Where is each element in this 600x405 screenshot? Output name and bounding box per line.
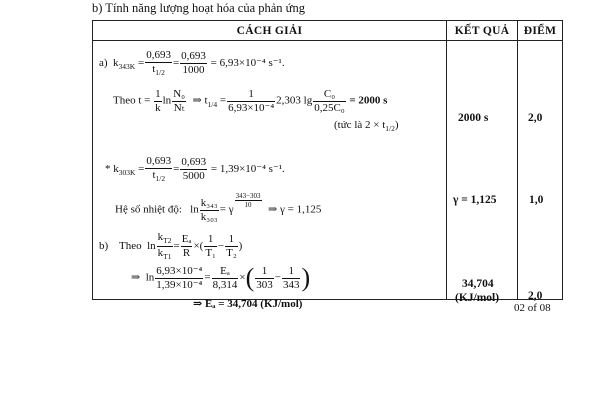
fraction-numerator: C₀ [313,88,345,102]
fraction-denominator: 343 [282,278,300,291]
k303-equation: * $k_{303K}$ = $\frac{0,693}{t_{1/2}}$ = $\frac{0,693}{5000}$ = 1,39×10⁻⁴ s⁻¹. [105,155,285,183]
equals-sign: = [173,239,180,252]
table-body-row [93,41,563,300]
k343-subscript: 343K [118,61,136,71]
section-heading: b) Tính năng lượng hoạt hóa của phản ứng [92,1,305,15]
half-subscript: 1/2 [155,67,165,77]
fraction-denominator: 1,39×10⁻⁴ [156,278,203,291]
fraction-denominator: R [182,246,191,259]
fraction-numerator: N₀ [173,88,185,100]
fraction-denominator: k₃₀₃ [200,210,218,223]
t2-subscript: T2 [163,236,172,246]
result-cell [447,41,518,304]
fraction-numerator: 0,693 [146,49,171,61]
fraction-denominator: 10 [244,201,252,210]
star-marker: * [105,162,111,175]
times-open: ×( [193,239,204,252]
fraction-numerator: Eₐ [212,265,239,279]
numeric-equation: ⇒ ln $\frac{\text{6,93×10⁻⁴}}{\text{1,39×10⁻⁴}}$ = $\frac{\text{Eₐ}}{8,314}$ ×( $\frac{1}{303}$ − $\frac{1}{343}$ ) [131,263,311,293]
k303-value: = 1,39×10⁻⁴ s⁻¹. [210,162,285,175]
fraction-numerator: 1 [282,265,301,279]
time-result: = 2000 s [349,94,388,107]
fraction-numerator: 343−303 [235,192,261,201]
fraction-numerator: 1 [255,265,274,279]
fraction-denominator: 6,93×10⁻⁴ [228,101,275,114]
table-header-row [93,21,563,41]
k303-subscript: 303K [118,167,136,177]
fraction [282,265,301,291]
fraction-numerator: 6,93×10⁻⁴ [156,265,203,277]
points-cell [518,41,563,300]
fraction-denominator: k [155,101,161,114]
arrhenius-equation [99,231,242,262]
t1-subscript: T1 [163,252,172,261]
points-b: 2,0 [528,290,543,302]
t-symbol: t [152,62,156,75]
solution-cell [93,41,447,310]
fraction-denominator: 1000 [182,63,205,76]
log-factor: 2,303 lg [276,94,313,107]
column-header-points: ĐIỂM [518,21,563,41]
fraction [157,231,173,262]
fraction-denominator: 5000 [182,169,205,182]
temperature-coefficient [115,192,322,223]
result-ea-unit: (KJ/mol) [455,292,500,304]
fraction [145,49,172,77]
half-life-note [334,120,399,133]
fraction-denominator: 303 [256,278,273,291]
result-gamma: γ = 1,125 [453,194,497,206]
equals-sign: = [204,271,211,284]
fraction [204,233,217,259]
fraction [154,88,162,114]
result-time: 2000 s [458,112,489,124]
page-number: 02 of 08 [514,302,551,314]
fraction [155,265,203,291]
fraction [180,156,207,182]
implies-arrow: ⇒ [131,271,141,284]
part-b-label: b) [99,239,109,252]
note-text: (tức là 2 × t [334,119,386,131]
gamma-equals: = γ [219,203,234,216]
paren-close: ) [238,239,243,252]
k-symbol: k [157,246,164,259]
note-close: ) [394,119,399,131]
k343-value: = 6,93×10⁻⁴ s⁻¹. [210,56,285,69]
k-symbol: k [113,56,119,69]
ln-symbol: ln [162,94,172,107]
fraction-numerator: 0,693 [181,156,207,169]
part-a-label: a) [99,56,108,69]
fraction-numerator: Eₐ [181,233,192,246]
points-gamma: 1,0 [529,194,544,206]
gamma-result: ⇒ γ = 1,125 [268,203,322,216]
ln-symbol: ln [147,239,156,252]
minus-sign: − [217,239,225,252]
fraction [200,197,219,223]
time-equation: Theo t = $\frac{1}{k}$ ln $\frac{\text{N₀}}{\text{Nₜ}}$ ⇒ $t_{1/4}$ = $\frac{1}{\text{6,93×10⁻⁴}}$ 2,303 lg $\frac{\text{C₀}}{\text{0,25C₀}}$ = 2000 s [113,88,388,114]
t-symbol: t [204,94,208,107]
k343-equation: a) $k_{343K}$ = $\frac{0,693}{t_{1/2}}$ = $\frac{0,693}{1000}$ = 6,93×10⁻⁴ s⁻¹. [99,49,285,77]
theo-label: Theo [113,94,136,107]
exponent-fraction [235,192,262,209]
column-header-result: KẾT QUẢ [447,21,518,41]
fraction-numerator: k₃₄₃ [200,197,218,209]
k-symbol: k [157,231,164,243]
k-symbol: k [113,162,119,175]
ln-symbol: ln [190,203,199,216]
fraction [227,88,275,114]
t-symbol: t [152,168,156,181]
result-ea-value: 34,704 [462,278,494,290]
fraction-numerator: 0,693 [146,155,172,167]
fraction [225,233,238,259]
fraction [172,88,186,114]
fraction-denominator: T₂ [226,246,237,259]
points-a: 2,0 [528,112,543,124]
half-subscript: 1/2 [155,173,166,183]
fraction [255,265,274,291]
ea-final-result: ⇒ Eₐ = 34,704 (KJ/mol) [193,298,303,310]
implies-arrow: ⇒ [192,94,202,107]
column-header-solution: CÁCH GIẢI [93,21,447,41]
fraction-numerator: 1 [227,88,275,102]
fraction [181,233,193,259]
minus-sign: − [274,271,281,284]
quarter-subscript: 1/4 [207,99,218,109]
fraction-numerator: 1 [204,233,217,247]
fraction-numerator: 1 [155,88,161,100]
temp-coef-label: Hệ số nhiệt độ: [115,203,182,216]
fraction-denominator: 8,314 [212,278,238,291]
fraction-numerator: 0,693 [181,50,206,63]
ln-symbol: ln [145,271,155,284]
fraction [180,50,207,76]
fraction [145,155,172,183]
fraction-denominator: Nₜ [173,101,185,114]
fraction [212,265,239,291]
t-equals: t = [138,94,151,107]
fraction-denominator: T₁ [205,246,216,259]
fraction-denominator: 0,25C₀ [314,101,345,114]
fraction [313,88,345,114]
half-subscript: 1/2 [385,124,395,134]
theo-label: Theo [118,239,142,252]
fraction-numerator: 1 [225,233,238,247]
